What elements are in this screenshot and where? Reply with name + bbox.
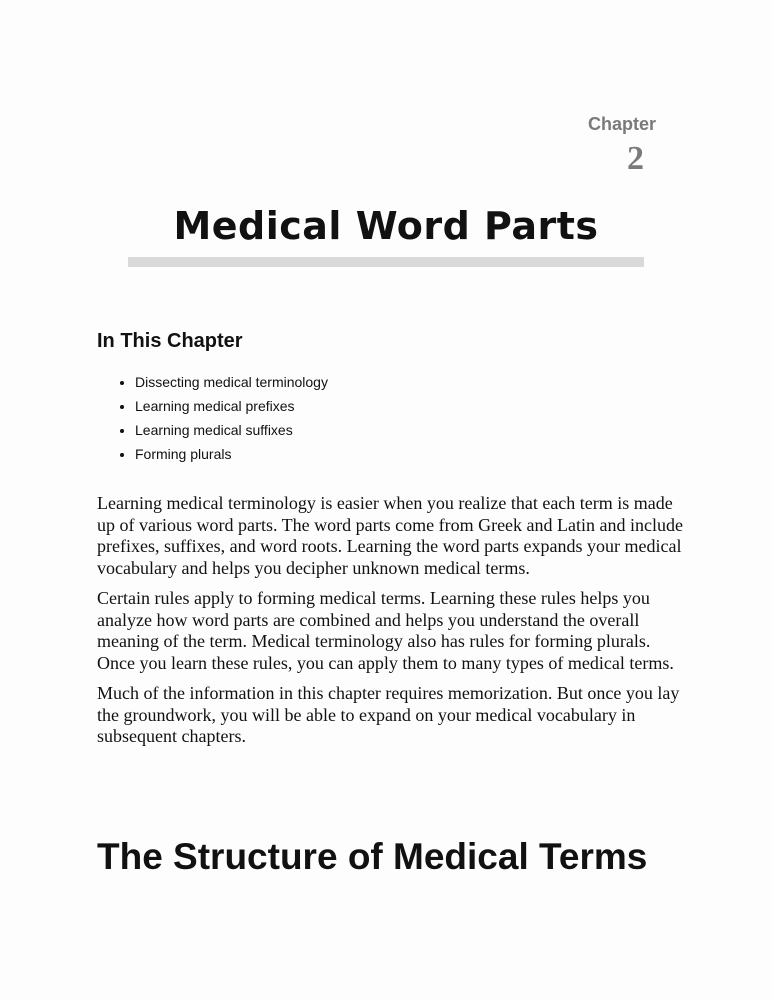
list-item: • Dissecting medical terminology — [135, 372, 328, 396]
paragraph: Certain rules apply to forming medical terms. Learning these rules helps you analyze how word parts are combined and helps you understand the overall meaning of the term. Medical terminology also has rules for forming plurals. Once you learn these rules, you can apply them to many types of medical terms. — [97, 588, 674, 673]
paragraph: Much of the information in this chapter requires memorization. But once you lay the groundwork, you will be able to expand on your medical vocabulary in subsequent chapters. — [97, 683, 680, 746]
list-item: • Forming plurals — [135, 444, 328, 468]
section-heading: The Structure of Medical Terms — [97, 836, 648, 877]
list-item: • Learning medical prefixes — [135, 396, 328, 420]
chapter-number: 2 — [627, 140, 644, 177]
list-item: • Learning medical suffixes — [135, 420, 328, 444]
in-this-chapter-heading: In This Chapter — [97, 330, 243, 352]
paragraph: Learning medical terminology is easier when you realize that each term is made up of various word parts. The word parts come from Greek and Latin and include prefixes, suffixes, and word roots. Learning the word parts expands your medical vocabulary and helps you decipher unknown medical terms. — [97, 493, 683, 578]
body-text — [97, 493, 687, 757]
chapter-label: Chapter — [587, 114, 656, 134]
title-divider — [128, 257, 644, 267]
chapter-topics-list — [117, 372, 328, 468]
chapter-title: Medical Word Parts — [173, 204, 599, 248]
